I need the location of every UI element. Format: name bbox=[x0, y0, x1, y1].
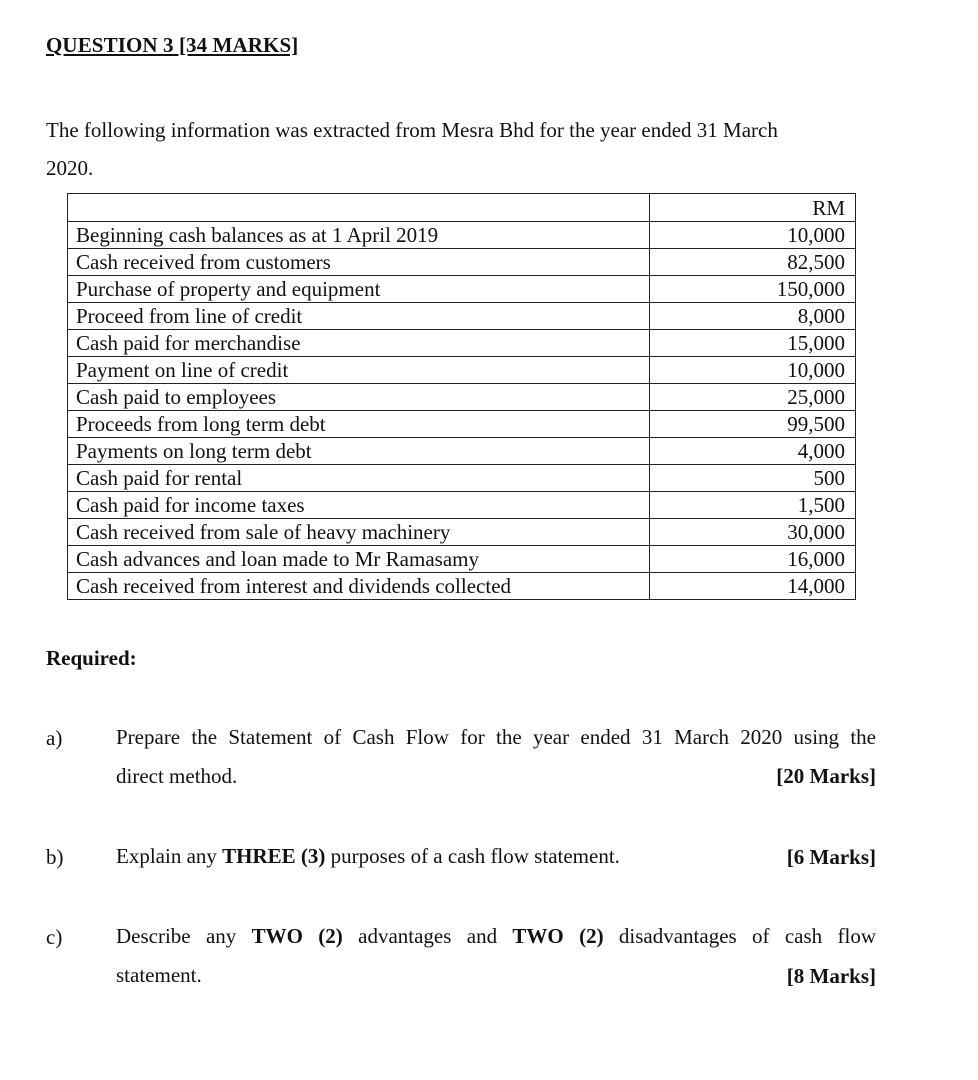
table-row bbox=[68, 492, 856, 519]
question-b-text bbox=[116, 837, 876, 876]
question-a-line-2: direct method. bbox=[116, 764, 238, 788]
row-amount: 10,000 bbox=[650, 222, 856, 249]
row-label: Proceeds from long term debt bbox=[68, 411, 650, 438]
intro-line-1: The following information was extracted from Mesra Bhd for the year ended 31 March bbox=[46, 118, 778, 142]
table-row bbox=[68, 249, 856, 276]
table-row bbox=[68, 303, 856, 330]
row-amount: 1,500 bbox=[650, 492, 856, 519]
currency-header: RM bbox=[650, 194, 856, 222]
table-row bbox=[68, 357, 856, 384]
row-label: Cash paid to employees bbox=[68, 384, 650, 411]
row-amount: 82,500 bbox=[650, 249, 856, 276]
table-row bbox=[68, 330, 856, 357]
row-label: Cash advances and loan made to Mr Ramasamy bbox=[68, 546, 650, 573]
question-b-text-post: purposes of a cash flow statement. bbox=[325, 844, 620, 868]
question-c-line-2: statement. bbox=[116, 963, 202, 987]
question-c-text bbox=[116, 917, 876, 995]
table-row bbox=[68, 411, 856, 438]
row-label: Cash paid for merchandise bbox=[68, 330, 650, 357]
row-label: Purchase of property and equipment bbox=[68, 276, 650, 303]
question-a-text bbox=[116, 718, 876, 796]
intro-paragraph bbox=[46, 111, 866, 187]
question-a-marks: [20 Marks] bbox=[776, 764, 876, 788]
row-amount: 500 bbox=[650, 465, 856, 492]
cash-info-table bbox=[67, 193, 856, 600]
row-amount: 16,000 bbox=[650, 546, 856, 573]
row-amount: 25,000 bbox=[650, 384, 856, 411]
row-label: Cash received from customers bbox=[68, 249, 650, 276]
row-amount: 99,500 bbox=[650, 411, 856, 438]
question-c-emphasis-1: TWO (2) bbox=[251, 924, 343, 948]
row-label: Payment on line of credit bbox=[68, 357, 650, 384]
row-amount: 30,000 bbox=[650, 519, 856, 546]
question-b-label: b) bbox=[46, 845, 64, 869]
question-a-label: a) bbox=[46, 726, 63, 750]
question-c-line-1 bbox=[116, 917, 876, 956]
table-header-blank bbox=[68, 194, 650, 222]
question-c-emphasis-2: TWO (2) bbox=[512, 924, 604, 948]
question-c-marks: [8 Marks] bbox=[786, 964, 876, 988]
table-header-row bbox=[68, 194, 856, 222]
row-amount: 4,000 bbox=[650, 438, 856, 465]
intro-line-2: 2020. bbox=[46, 156, 94, 180]
row-label: Cash received from interest and dividends collected bbox=[68, 573, 650, 600]
row-label: Cash paid for rental bbox=[68, 465, 650, 492]
table-row bbox=[68, 276, 856, 303]
row-label: Payments on long term debt bbox=[68, 438, 650, 465]
question-b-emphasis: THREE (3) bbox=[222, 844, 326, 868]
row-amount: 150,000 bbox=[650, 276, 856, 303]
table-row bbox=[68, 438, 856, 465]
question-b-marks: [6 Marks] bbox=[786, 845, 876, 869]
row-amount: 10,000 bbox=[650, 357, 856, 384]
question-a-line-1: Prepare the Statement of Cash Flow for the year ended 31 March 2020 using the bbox=[116, 725, 876, 749]
row-label: Cash received from sale of heavy machinery bbox=[68, 519, 650, 546]
row-label: Beginning cash balances as at 1 April 2019 bbox=[68, 222, 650, 249]
table-row bbox=[68, 222, 856, 249]
question-c-text-pre: Describe any bbox=[116, 924, 252, 948]
table-row bbox=[68, 384, 856, 411]
table-row bbox=[68, 546, 856, 573]
question-c-text-post: disadvantages of cash flow bbox=[603, 924, 877, 948]
row-amount: 8,000 bbox=[650, 303, 856, 330]
question-heading: QUESTION 3 [34 MARKS] bbox=[46, 33, 299, 57]
question-b-text-pre: Explain any bbox=[116, 844, 223, 868]
question-c-label: c) bbox=[46, 925, 63, 949]
question-c-text-mid: advantages and bbox=[342, 924, 513, 948]
row-label: Proceed from line of credit bbox=[68, 303, 650, 330]
row-label: Cash paid for income taxes bbox=[68, 492, 650, 519]
row-amount: 15,000 bbox=[650, 330, 856, 357]
table-row bbox=[68, 465, 856, 492]
row-amount: 14,000 bbox=[650, 573, 856, 600]
table-row bbox=[68, 519, 856, 546]
table-row bbox=[68, 573, 856, 600]
required-heading: Required: bbox=[46, 646, 137, 670]
